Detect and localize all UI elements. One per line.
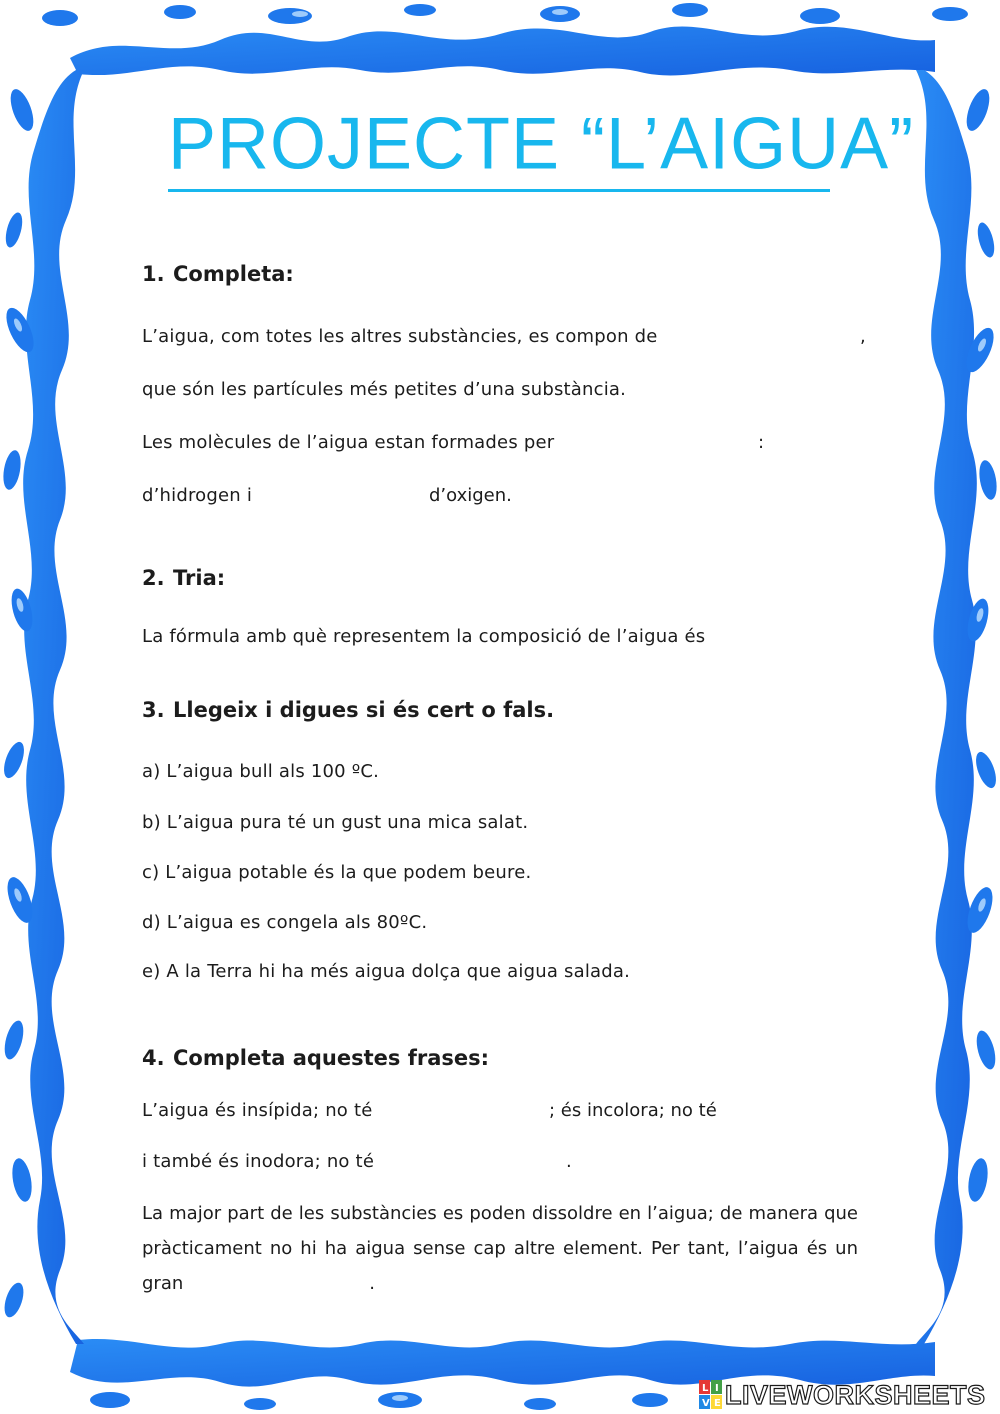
s4-paragraph: La major part de les substàncies es poden dissoldre en l’aigua; de manera que pràcticament no hi ha aigua sense cap altre element. Per tant, l’aigua és un gran . — [142, 1203, 858, 1294]
s4-blank-1[interactable] — [412, 1096, 542, 1124]
page-title: PROJECTE “L’AIGUA” — [168, 103, 915, 185]
s1-oxygen: d’oxigen. — [429, 485, 512, 506]
title-underline — [168, 189, 830, 192]
s1-blank-3[interactable] — [270, 481, 420, 509]
statement-b: b) L’aigua pura té un gust una mica salat. — [142, 812, 529, 833]
s1-colon: : — [758, 432, 765, 453]
s2-formula-select[interactable] — [780, 622, 860, 650]
s4-blank-2[interactable] — [755, 1096, 855, 1124]
s1-line-4: d’hidrogen i — [142, 485, 253, 506]
s1-comma: , — [860, 326, 866, 347]
svg-text:L: L — [702, 1383, 709, 1394]
section-1-heading: 1. Completa: — [142, 262, 294, 286]
s1-line-2: que són les partícules més petites d’una substància. — [142, 379, 627, 400]
svg-text:I: I — [715, 1383, 719, 1394]
s1-blank-2[interactable] — [612, 428, 752, 456]
s4-line-1b: ; és incolora; no té — [549, 1100, 717, 1121]
s4-blank-3[interactable] — [412, 1147, 557, 1175]
s4-line-2: i també és inodora; no té — [142, 1151, 375, 1172]
statement-c: c) L’aigua potable és la que podem beure. — [142, 862, 532, 883]
statement-d: d) L’aigua es congela als 80ºC. — [142, 912, 428, 933]
liveworksheets-label: LIVEWORKSHEETS — [725, 1380, 986, 1410]
section-3-heading: 3. Llegeix i digues si és cert o fals. — [142, 698, 555, 722]
liveworksheets-logo-icon — [699, 1380, 723, 1410]
s4-period-1: . — [566, 1151, 572, 1172]
s4-line-1a: L’aigua és insípida; no té — [142, 1100, 373, 1121]
statement-a: a) L’aigua bull als 100 ºC. — [142, 761, 380, 782]
liveworksheets-watermark[interactable] — [699, 1378, 999, 1412]
section-2-heading: 2. Tria: — [142, 566, 226, 590]
s1-line-3: Les molècules de l’aigua estan formades per — [142, 432, 555, 453]
s4-blank-4[interactable] — [183, 1272, 369, 1296]
s1-line-1: L’aigua, com totes les altres substàncies, es compon de — [142, 326, 658, 347]
svg-text:V: V — [702, 1398, 710, 1409]
svg-text:E: E — [714, 1398, 721, 1409]
s2-line-1: La fórmula amb què representem la composició de l’aigua és — [142, 626, 706, 647]
section-4-heading: 4. Completa aquestes frases: — [142, 1046, 490, 1070]
s1-blank-1[interactable] — [715, 322, 850, 350]
statement-e: e) A la Terra hi ha més aigua dolça que aigua salada. — [142, 961, 631, 982]
